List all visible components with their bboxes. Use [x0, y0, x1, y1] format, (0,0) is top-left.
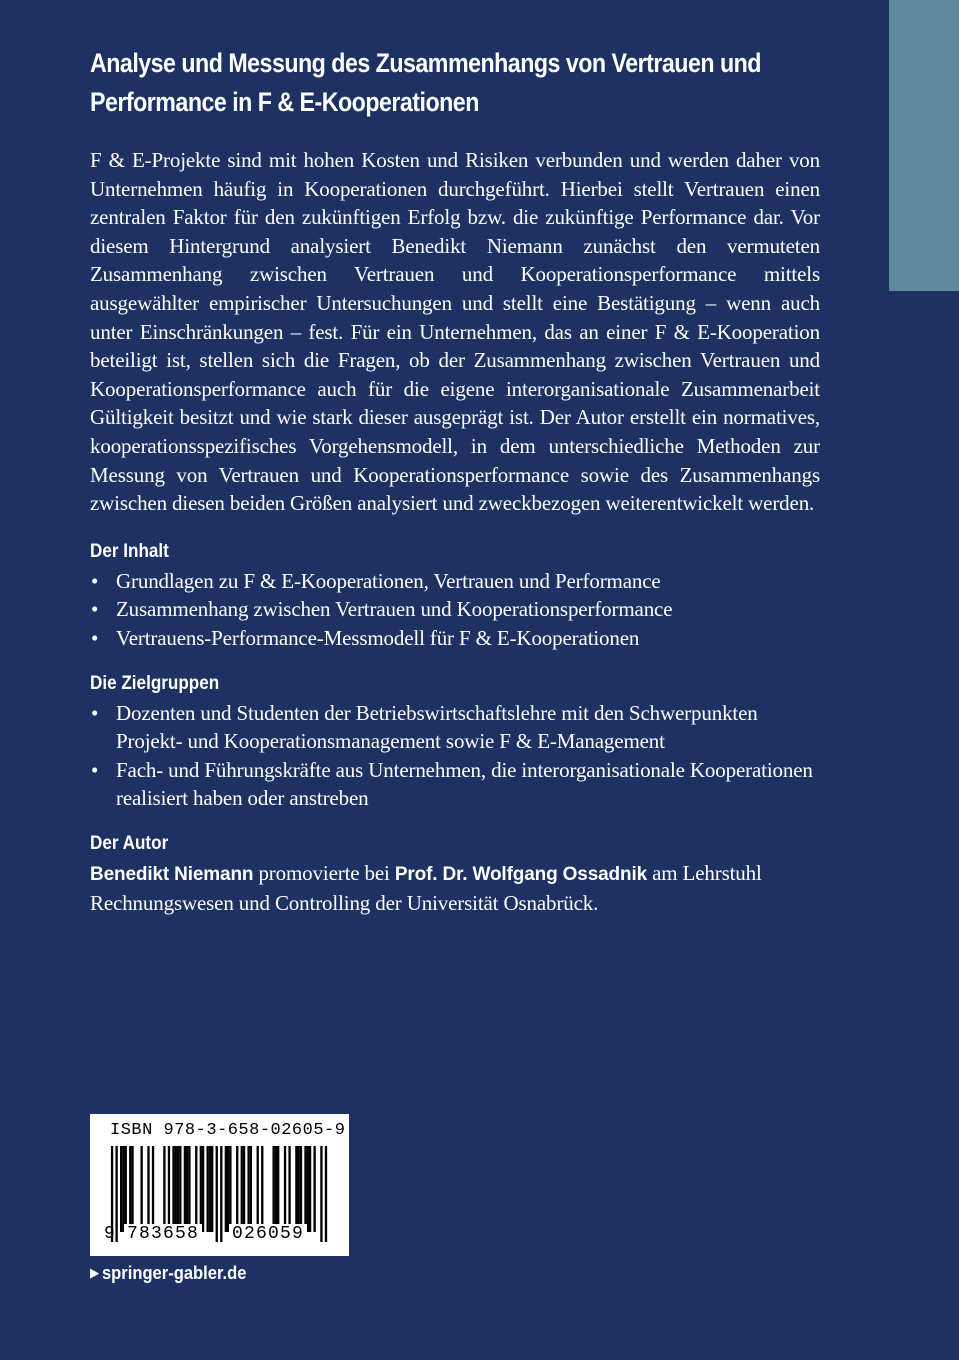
- list-item: [90, 567, 820, 596]
- isbn-number: ISBN 978-3-658-02605-9: [110, 1121, 346, 1140]
- barcode-bar: [257, 1146, 259, 1232]
- barcode-bar: [175, 1146, 177, 1232]
- barcode-bar: [200, 1146, 202, 1232]
- bullet-icon: •: [91, 757, 99, 782]
- barcode-bar: [284, 1146, 286, 1232]
- barcode-bar: [309, 1146, 311, 1232]
- barcode-bar: [140, 1146, 142, 1232]
- contents-list: [90, 567, 820, 653]
- website-url: springer-gabler.de: [101, 1263, 247, 1283]
- barcode-bar: [177, 1146, 179, 1232]
- barcode-bar: [172, 1146, 174, 1232]
- barcode-bar: [298, 1146, 300, 1232]
- title-line-2: Performance in F & E-Kooperationen: [90, 87, 479, 117]
- publisher-website[interactable]: [90, 1263, 246, 1284]
- barcode-bar: [120, 1146, 122, 1232]
- barcode-bar: [147, 1146, 149, 1232]
- target-groups-heading: Die Zielgruppen: [90, 672, 220, 694]
- barcode-bar: [300, 1146, 302, 1232]
- barcode-bar: [163, 1146, 165, 1232]
- barcode-bar: [152, 1146, 154, 1232]
- barcode-bar: [313, 1146, 315, 1232]
- barcode-bar: [307, 1146, 309, 1232]
- barcode-bar: [250, 1146, 252, 1232]
- barcode-bar: [295, 1146, 297, 1232]
- ean-first-digit: 9: [104, 1224, 115, 1244]
- list-item-text: Zusammenhang zwischen Vertrauen und Kooperationsperformance: [116, 597, 673, 622]
- bullet-icon: •: [91, 625, 99, 650]
- author-bio: [90, 859, 820, 918]
- book-title: [90, 44, 821, 122]
- barcode-bar: [211, 1146, 213, 1232]
- title-line-1: Analyse und Messung des Zusammenhangs von Vertrauen und: [90, 48, 761, 78]
- barcode-bar: [225, 1146, 227, 1232]
- back-cover-content: [90, 44, 820, 918]
- barcode-bar: [131, 1146, 133, 1232]
- barcode-bar: [168, 1146, 170, 1232]
- barcode-bar: [209, 1146, 211, 1232]
- barcode-bar: [320, 1146, 322, 1242]
- barcode-bar: [188, 1146, 190, 1232]
- supervisor-name: Prof. Dr. Wolfgang Ossadnik: [394, 863, 647, 885]
- author-heading: Der Autor: [90, 832, 169, 854]
- list-item: [90, 624, 820, 653]
- list-item: [90, 595, 820, 624]
- arrow-icon: ▶: [90, 1265, 100, 1280]
- barcode-bar: [236, 1146, 238, 1232]
- barcode-bar: [261, 1146, 263, 1232]
- barcode-bar: [229, 1146, 231, 1232]
- author-text-2: am Lehrstuhl Rechnungswesen und Controlling der Universität Osnabrück.: [90, 860, 762, 916]
- barcode-bar: [195, 1146, 197, 1232]
- bullet-icon: •: [91, 597, 99, 622]
- bullet-icon: •: [91, 700, 99, 725]
- list-item-text: Dozenten und Studenten der Betriebswirtschaftslehre mit den Schwerpunkten Projekt- und Kooperationsmanagement sowie F & E-Management: [116, 700, 758, 754]
- list-item-text: Vertrauens-Performance-Messmodell für F & E-Kooperationen: [116, 625, 640, 650]
- barcode-bar: [179, 1146, 181, 1232]
- side-color-tab: [889, 0, 959, 291]
- list-item-text: Grundlagen zu F & E-Kooperationen, Vertrauen und Performance: [116, 568, 661, 593]
- barcode-bar: [243, 1146, 245, 1232]
- ean-right-digits: 026059: [229, 1224, 307, 1244]
- list-item-text: Fach- und Führungskräfte aus Unternehmen, die interorganisationale Kooperationen realisiert haben oder anstreben: [116, 757, 813, 811]
- barcode-bar: [241, 1146, 243, 1232]
- barcode-bar: [216, 1146, 218, 1242]
- list-item: [90, 756, 820, 813]
- barcode-bar: [206, 1146, 208, 1232]
- barcode-bar: [202, 1146, 204, 1232]
- barcode-bar: [220, 1146, 222, 1242]
- author-text-1: promovierte bei: [253, 860, 395, 885]
- barcode-bar: [186, 1146, 188, 1232]
- book-description: F & E-Projekte sind mit hohen Kosten und Risiken verbunden und werden daher von Unternehmen häufig in Kooperationen durchgeführt. Hierbei stellt Vertrauen einen zentralen Faktor für den zukünftigen Erfolg bzw. die zukünftige Performance dar. Vor diesem Hintergrund analysiert Benedikt Niemann zunächst den vermuteten Zusammenhang zwischen Vertrauen und Kooperationsperformance mittels ausgewählter empirischer Untersuchungen und stellt eine Bestätigung – wenn auch unter Einschränkungen – fest. Für ein Unternehmen, das an einer F & E-Kooperation beteiligt ist, stellen sich die Fragen, ob der Zusammenhang zwischen Vertrauen und Kooperationsperformance auch für die eigene interorganisationale Zusammenarbeit Gültigkeit besitzt und wie stark dieser ausgeprägt ist. Der Autor erstellt ein normatives, kooperationsspezifisches Vorgehensmodell, in dem unterschiedliche Methoden zur Messung von Vertrauen und Kooperationsperformance sowie des Zusammenhangs zwischen diesen beiden Größen analysiert und zweckbezogen weiterentwickelt werden.: [90, 148, 820, 516]
- barcode-bar: [227, 1146, 229, 1232]
- target-groups-list: [90, 699, 820, 813]
- isbn-barcode: [90, 1114, 349, 1256]
- barcode-bar: [122, 1146, 124, 1232]
- barcode-bar: [304, 1146, 306, 1232]
- barcode-bar: [277, 1146, 279, 1232]
- barcode-bar: [275, 1146, 277, 1232]
- barcode-bar: [125, 1146, 127, 1232]
- bullet-icon: •: [91, 568, 99, 593]
- ean-left-digits: 783658: [124, 1224, 202, 1244]
- barcode-bar: [272, 1146, 274, 1232]
- author-name: Benedikt Niemann: [90, 863, 254, 885]
- barcode-bar: [288, 1146, 290, 1232]
- barcode-bar: [115, 1146, 117, 1242]
- list-item: [90, 699, 820, 756]
- barcode-bar: [247, 1146, 249, 1232]
- barcode-bar: [325, 1146, 327, 1242]
- barcode-bar: [184, 1146, 186, 1232]
- barcode-bar: [129, 1146, 131, 1232]
- contents-heading: Der Inhalt: [90, 540, 169, 562]
